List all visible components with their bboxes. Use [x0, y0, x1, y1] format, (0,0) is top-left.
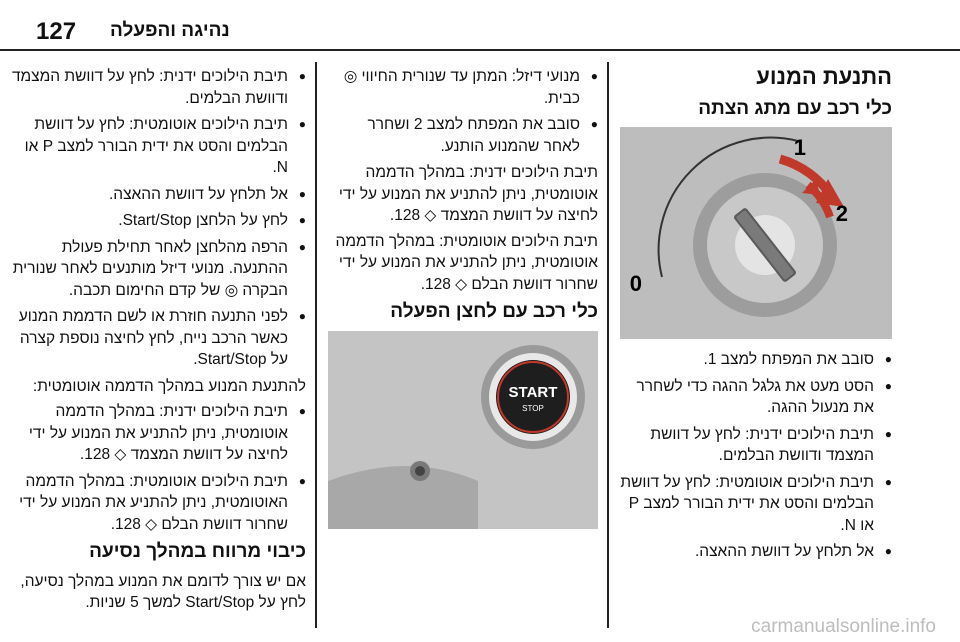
button-label-start: START [508, 383, 558, 401]
column-divider [607, 62, 609, 628]
right-column [620, 66, 892, 568]
bullet-item: ● תיבת הילוכים אוטומטית: במהלך הדממה האוטומטית, ניתן להתניע את המנוע על ידי שחרור דוושת הבלם ◇ 128. [10, 471, 306, 536]
paragraph: תיבת הילוכים ידנית: במהלך הדממה אוטומטית, ניתן להתניע את המנוע על ידי לחיצה על דוושת המצמד ◇ 128. [338, 164, 598, 224]
bullet-item: ● אל תלחץ על דוושת ההאצה. [10, 184, 306, 206]
bullet-item: ● סובב את המפתח למצב 1. [620, 349, 892, 371]
small-control-center [415, 466, 425, 476]
subsection-heading: כיבוי מרווח במהלך נסיעה [89, 541, 306, 562]
bullet-item: ● מנועי דיזל: המתן עד שנורית החיווי ◎ כבית. [328, 66, 598, 109]
intro-line: להתנעת המנוע במהלך הדממה אוטומטית: [32, 377, 306, 395]
bullet-item: ● סובב את המפתח למצב 2 ושחרר לאחר שהמנוע הותנע. [328, 114, 598, 157]
page-number: 127 [36, 18, 77, 45]
start-button-illustration [328, 331, 598, 529]
bullet-item: ● תיבת הילוכים ידנית: לחץ על דוושת המצמד ודוושת הבלמים. [10, 66, 306, 109]
left-column [10, 66, 306, 618]
column-divider [315, 62, 317, 628]
running-title: נהיגה והפעלה [110, 20, 230, 41]
bullet-item: ● לחץ על הלחצן Start/Stop. [10, 210, 306, 232]
bullet-item: ● תיבת הילוכים ידנית: במהלך הדממה אוטומטית, ניתן להתניע את המנוע על ידי לחיצה על דוושת המצמד ◇ 128. [10, 401, 306, 466]
label-position-0: 0 [629, 271, 642, 296]
panel-shadow [328, 466, 478, 529]
paragraph: אם יש צורך לדומם את המנוע במהלך נסיעה, לחץ על Start/Stop למשך 5 שניות. [20, 572, 306, 611]
button-label-stop: STOP [522, 403, 544, 413]
paragraph: תיבת הילוכים אוטומטית: במהלך הדממה אוטומטית, ניתן להתניע את המנוע על ידי שחרור דוושת הבלם ◇ 128. [335, 232, 598, 293]
label-position-2: 2 [835, 201, 848, 226]
bullet-item: ● תיבת הילוכים אוטומטית: לחץ על דוושת הבלמים והסט את ידית הבורר למצב P או N. [10, 114, 306, 179]
section-heading: התנעת המנוע [756, 64, 892, 89]
page-header [0, 0, 960, 48]
bullet-item: ● תיבת הילוכים אוטומטית: לחץ על דוושת הבלמים והסט את ידית הבורר למצב P או N. [620, 472, 892, 537]
label-position-1: 1 [793, 135, 806, 160]
bullet-item: ● הסט מעט את גלגל ההגה כדי לשחרר את מנעול ההגה. [620, 376, 892, 419]
bullet-item: ● לפני התנעה חוזרת או לשם הדממת המנוע כאשר הרכב נייח, לחץ לחיצה נוספת קצרה על Start/Stop. [10, 306, 306, 371]
subsection-heading: כלי רכב עם לחצן הפעלה [390, 301, 598, 322]
bullet-item: ● תיבת הילוכים ידנית: לחץ על דוושת המצמד ודוושת הבלמים. [620, 424, 892, 467]
ignition-switch-illustration [620, 127, 892, 339]
bullet-item: ● הרפה מהלחצן לאחר תחילת פעולת ההתנעה. מנועי דיזל מותנעים לאחר שנורית הבקרה ◎ של קדם החימום תכבה. [10, 237, 306, 302]
watermark: carmanualsonline.info [751, 616, 936, 637]
subsection-heading: כלי רכב עם מתג הצתה [698, 97, 892, 119]
start-button-figure [328, 331, 598, 529]
ignition-figure [620, 127, 892, 339]
bullet-item: ● אל תלחץ על דוושת ההאצה. [620, 541, 892, 563]
middle-column [328, 66, 598, 539]
header-rule [0, 49, 960, 51]
